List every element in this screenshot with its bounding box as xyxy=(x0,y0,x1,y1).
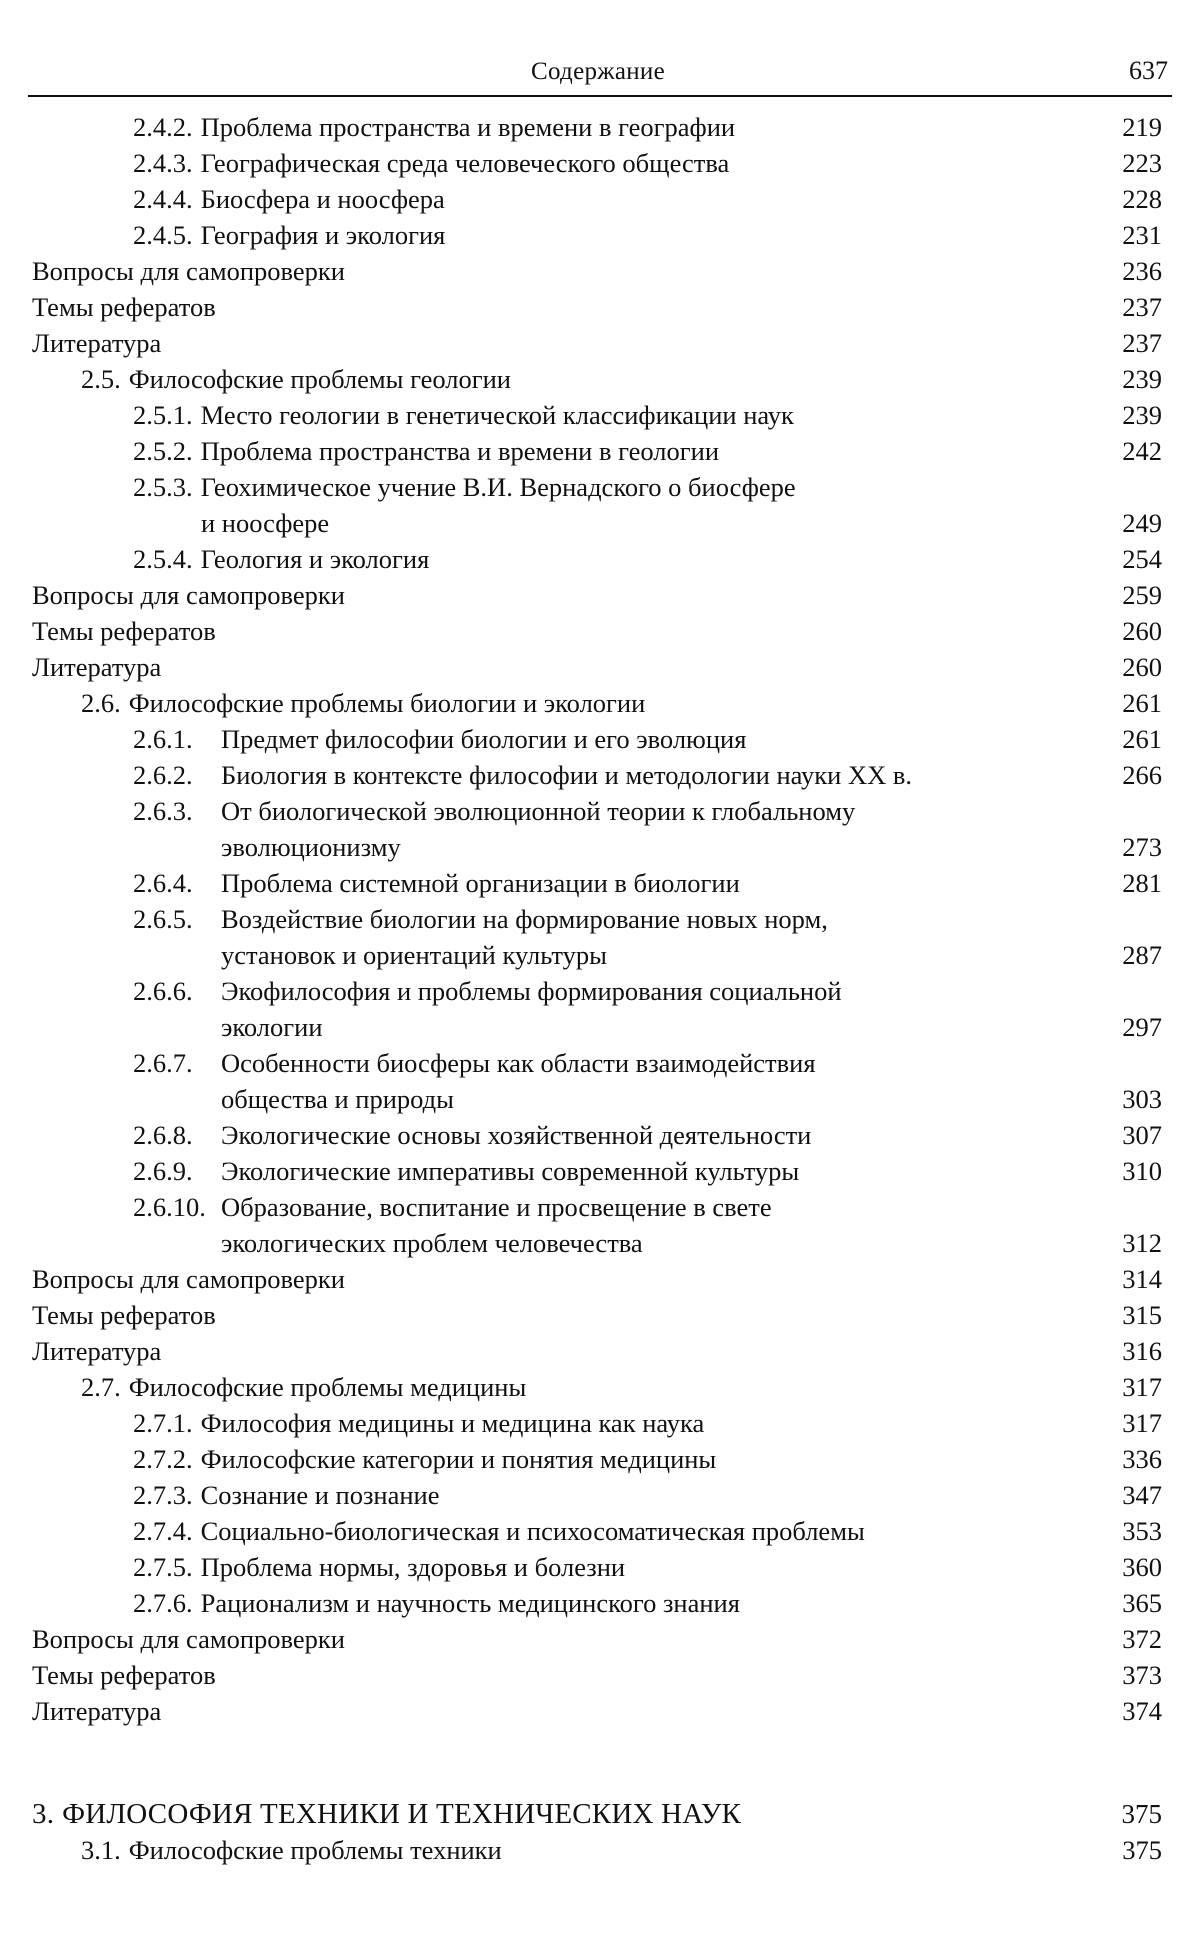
toc-entry-text xyxy=(32,1657,216,1693)
toc-entry-number: 2.6.8. xyxy=(133,1120,193,1150)
toc-entry xyxy=(0,721,1200,757)
toc-entry xyxy=(0,1225,1200,1261)
toc-entry-number: 2.7.2. xyxy=(133,1444,193,1474)
toc-entry-text xyxy=(133,1477,440,1513)
toc-entry-title: экологии xyxy=(221,1012,323,1042)
toc-entry-number: 2.5.4. xyxy=(133,544,193,574)
toc-entry-page: 297 xyxy=(1122,1012,1162,1042)
toc-entry-number: 2.7.1. xyxy=(133,1408,193,1438)
toc-entry-page: 261 xyxy=(1122,688,1162,718)
toc-entry-number: 2.4.2. xyxy=(133,112,193,142)
toc-entry-page: 317 xyxy=(1122,1408,1162,1438)
toc-entry-text xyxy=(133,433,719,469)
toc-entry xyxy=(0,1369,1200,1405)
toc-entry-title: Вопросы для самопроверки xyxy=(32,580,345,610)
toc-entry xyxy=(0,865,1200,901)
toc-entry-page: 360 xyxy=(1122,1552,1162,1582)
header-rule xyxy=(28,95,1172,97)
toc-entry xyxy=(0,217,1200,253)
toc-entry-page: 231 xyxy=(1122,220,1162,250)
toc-entry-title: эволюционизму xyxy=(221,832,401,862)
toc-entry xyxy=(0,1621,1200,1657)
toc-entry xyxy=(0,757,1200,793)
toc-entry-title: Экофилософия и проблемы формирования социальной xyxy=(221,976,842,1006)
toc-entry xyxy=(0,685,1200,721)
toc-entry-title: Образование, воспитание и просвещение в свете xyxy=(221,1192,772,1222)
toc-entry-text xyxy=(81,1369,526,1405)
toc-entry-page: 375 xyxy=(1122,1835,1162,1865)
toc-entry xyxy=(0,1189,1200,1225)
toc-entry-number: 2.7.5. xyxy=(133,1552,193,1582)
toc-entry-title: Темы рефератов xyxy=(32,292,216,322)
toc-entry xyxy=(0,1045,1200,1081)
toc-entry-title: Проблема системной организации в биологии xyxy=(221,868,740,898)
toc-entry-text xyxy=(133,1189,772,1225)
toc-entry-title: Проблема пространства и времени в геологии xyxy=(200,436,720,466)
toc-entry-title: Философские проблемы техники xyxy=(128,1835,502,1865)
toc-entry xyxy=(0,397,1200,433)
toc-entry-number: 2.6.2. xyxy=(133,760,193,790)
toc-entry-number: 2.6.6. xyxy=(133,976,193,1006)
toc-entry-title: Темы рефератов xyxy=(32,1660,216,1690)
toc-entry-text xyxy=(133,721,746,757)
toc-entry-title: Особенности биосферы как области взаимодействия xyxy=(221,1048,816,1078)
toc-entry-page: 347 xyxy=(1122,1480,1162,1510)
toc-entry-page: 353 xyxy=(1122,1516,1162,1546)
toc-entry-number: 2.6.7. xyxy=(133,1048,193,1078)
toc-entry-title: География и экология xyxy=(200,220,446,250)
toc-entry-text xyxy=(133,541,429,577)
toc-entry-number: 2.5.1. xyxy=(133,400,193,430)
toc-entry-title: Проблема нормы, здоровья и болезни xyxy=(200,1552,626,1582)
toc-entry-number: 2.6.3. xyxy=(133,796,193,826)
toc-entry-number: 2.6.1. xyxy=(133,724,193,754)
toc-entry-number: 2.6.10. xyxy=(133,1192,206,1222)
toc-entry xyxy=(0,973,1200,1009)
toc-entry-text xyxy=(32,289,216,325)
toc-entry-title: От биологической эволюционной теории к глобальному xyxy=(221,796,856,826)
toc-entry-text xyxy=(32,1693,161,1729)
toc-entry-text xyxy=(201,505,329,541)
toc-entry xyxy=(0,1585,1200,1621)
toc-entry-title: Темы рефератов xyxy=(32,616,216,646)
toc-entry-title: ФИЛОСОФИЯ ТЕХНИКИ И ТЕХНИЧЕСКИХ НАУК xyxy=(62,1798,742,1830)
toc-entry-page: 317 xyxy=(1122,1372,1162,1402)
running-head xyxy=(28,52,1168,92)
toc-entry-page: 266 xyxy=(1122,760,1162,790)
toc-entry xyxy=(0,1549,1200,1585)
toc-entry-text xyxy=(32,1796,741,1832)
toc-entry-page: 316 xyxy=(1122,1336,1162,1366)
toc-entry xyxy=(0,289,1200,325)
toc-entry-page: 374 xyxy=(1122,1696,1162,1726)
toc-entry-page: 249 xyxy=(1122,508,1162,538)
toc-entry-page: 239 xyxy=(1122,364,1162,394)
toc-entry-number: 2.4.4. xyxy=(133,184,193,214)
toc-entry-title: Вопросы для самопроверки xyxy=(32,256,345,286)
toc-entry-title: Экологические основы хозяйственной деятельности xyxy=(221,1120,812,1150)
toc-entry-title: Место геологии в генетической классификации наук xyxy=(200,400,794,430)
toc-entry-text xyxy=(133,973,842,1009)
toc-entry-text xyxy=(81,685,645,721)
toc-entry-text xyxy=(133,1513,865,1549)
toc-entry-text xyxy=(133,1585,740,1621)
toc-entry-text xyxy=(221,829,401,865)
toc-entry-title: Темы рефератов xyxy=(32,1300,216,1330)
toc-entry-page: 281 xyxy=(1122,868,1162,898)
toc-entry-number: 2.5. xyxy=(81,364,121,394)
toc-entry xyxy=(0,541,1200,577)
toc-entry-page: 261 xyxy=(1122,724,1162,754)
folio-page-number: 637 xyxy=(1129,56,1168,85)
toc-entry-title: Проблема пространства и времени в географии xyxy=(200,112,736,142)
toc-entry-title: Вопросы для самопроверки xyxy=(32,1624,345,1654)
toc-entry xyxy=(0,829,1200,865)
toc-entry-page: 314 xyxy=(1122,1264,1162,1294)
toc-entry-number: 2.7. xyxy=(81,1372,121,1402)
toc-entry-page: 303 xyxy=(1122,1084,1162,1114)
toc-entry-number: 2.6. xyxy=(81,688,121,718)
toc-entry xyxy=(0,1832,1200,1868)
toc-entry-title: Литература xyxy=(32,328,162,358)
toc-entry xyxy=(0,1513,1200,1549)
toc-entry-number: 2.4.3. xyxy=(133,148,193,178)
toc-entry-page: 237 xyxy=(1122,328,1162,358)
toc-entry-title: и ноосфере xyxy=(201,508,330,538)
toc-entry-text xyxy=(133,145,729,181)
toc-entry xyxy=(0,1297,1200,1333)
toc-entry-text xyxy=(32,1333,161,1369)
toc-entry-number: 2.7.6. xyxy=(133,1588,193,1618)
toc-entry xyxy=(0,145,1200,181)
toc-entry xyxy=(0,937,1200,973)
toc-entry-number: 2.6.9. xyxy=(133,1156,193,1186)
toc-entry xyxy=(0,253,1200,289)
toc-entry-text xyxy=(32,325,161,361)
toc-entry-page: 287 xyxy=(1122,940,1162,970)
toc-entry xyxy=(0,577,1200,613)
running-title: Содержание xyxy=(531,58,665,85)
toc-entry-text xyxy=(133,1153,799,1189)
toc-entry-page: 260 xyxy=(1122,652,1162,682)
toc-entry-text xyxy=(133,1549,625,1585)
toc-entry-text xyxy=(133,109,735,145)
toc-entry xyxy=(0,1657,1200,1693)
toc-entry-text xyxy=(133,793,855,829)
toc-entry-title: Сознание и познание xyxy=(200,1480,440,1510)
toc-entry xyxy=(0,1693,1200,1729)
toc-entry xyxy=(0,1261,1200,1297)
toc-entry-text xyxy=(81,361,511,397)
toc-entry-text xyxy=(133,901,828,937)
toc-entry-title: установок и ориентаций культуры xyxy=(221,940,607,970)
toc-entry-text xyxy=(81,1832,502,1868)
toc-entry-text xyxy=(32,1621,345,1657)
toc-entry-page: 273 xyxy=(1122,832,1162,862)
toc-entry-page: 372 xyxy=(1122,1624,1162,1654)
toc-entry xyxy=(0,181,1200,217)
toc-entry-text xyxy=(32,577,345,613)
toc-entry-number: 2.6.5. xyxy=(133,904,193,934)
toc-entry-title: Литература xyxy=(32,652,162,682)
toc-entry-text xyxy=(133,1405,704,1441)
toc-entry-title: Вопросы для самопроверки xyxy=(32,1264,345,1294)
toc-entry-text xyxy=(133,757,912,793)
toc-entry xyxy=(0,1153,1200,1189)
toc-entry-page: 336 xyxy=(1122,1444,1162,1474)
toc-entry xyxy=(0,793,1200,829)
toc-entry-text xyxy=(133,1117,811,1153)
toc-entry-text xyxy=(32,1261,345,1297)
toc-entry-text xyxy=(133,397,794,433)
toc-entry-title: Биология в контексте философии и методологии науки XX в. xyxy=(221,760,913,790)
toc-entry-page: 219 xyxy=(1122,112,1162,142)
toc-entry xyxy=(0,1441,1200,1477)
toc-entry-number: 2.5.3. xyxy=(133,472,193,502)
toc-entry-number: 2.7.4. xyxy=(133,1516,193,1546)
toc-entry-text xyxy=(32,649,161,685)
toc-entry xyxy=(0,469,1200,505)
toc-entry-page: 223 xyxy=(1122,148,1162,178)
toc-entry-title: Воздействие биологии на формирование новых норм, xyxy=(221,904,828,934)
toc-entry xyxy=(0,1796,1200,1832)
toc-entry-page: 228 xyxy=(1122,184,1162,214)
toc-entry xyxy=(0,109,1200,145)
toc-entry-text xyxy=(133,181,445,217)
toc-entry-page: 239 xyxy=(1122,400,1162,430)
toc-entry-title: Философские категории и понятия медицины xyxy=(200,1444,717,1474)
toc-entry-text xyxy=(32,613,216,649)
toc-entry-number: 3. xyxy=(32,1798,55,1830)
toc-entry-text xyxy=(221,1009,323,1045)
toc-entry xyxy=(0,1081,1200,1117)
toc-entry xyxy=(0,901,1200,937)
toc-entry-title: Философские проблемы геологии xyxy=(128,364,511,394)
toc-entry-page: 310 xyxy=(1122,1156,1162,1186)
toc-entry xyxy=(0,505,1200,541)
toc-entry-title: Литература xyxy=(32,1336,162,1366)
toc-entry xyxy=(0,613,1200,649)
toc-entry-page: 365 xyxy=(1122,1588,1162,1618)
toc-entry-page: 312 xyxy=(1122,1228,1162,1258)
toc-entry-number: 2.4.5. xyxy=(133,220,193,250)
toc-entry xyxy=(0,1333,1200,1369)
toc-entry-number: 2.5.2. xyxy=(133,436,193,466)
toc-entry-title: Философия медицины и медицина как наука xyxy=(200,1408,705,1438)
toc-entry-page: 315 xyxy=(1122,1300,1162,1330)
toc-entry-title: Биосфера и ноосфера xyxy=(200,184,445,214)
toc-entry xyxy=(0,1117,1200,1153)
toc-entry-title: Геология и экология xyxy=(200,544,430,574)
toc-entry-text xyxy=(133,1045,816,1081)
toc-entry-title: Социально-биологическая и психосоматическая проблемы xyxy=(200,1516,865,1546)
toc-entry-number: 2.6.4. xyxy=(133,868,193,898)
toc-entry-title: Предмет философии биологии и его эволюция xyxy=(221,724,747,754)
toc-entry-title: Экологические императивы современной культуры xyxy=(221,1156,800,1186)
toc-entry-title: Рационализм и научность медицинского знания xyxy=(200,1588,740,1618)
toc-entry-text xyxy=(221,937,607,973)
toc-entry-text xyxy=(32,253,345,289)
toc-entry-title: Геохимическое учение В.И. Вернадского о биосфере xyxy=(200,472,796,502)
toc-entry-title: Философские проблемы биологии и экологии xyxy=(128,688,646,718)
toc-entry-title: экологических проблем человечества xyxy=(221,1228,643,1258)
toc-entry-page: 375 xyxy=(1121,1799,1162,1829)
toc-entry-text xyxy=(133,469,796,505)
toc-entry-page: 373 xyxy=(1122,1660,1162,1690)
toc-entry-title: Географическая среда человеческого общества xyxy=(200,148,730,178)
toc-entry xyxy=(0,1009,1200,1045)
toc-entry-number: 2.7.3. xyxy=(133,1480,193,1510)
toc-entry-title: общества и природы xyxy=(221,1084,454,1114)
toc-entry xyxy=(0,1477,1200,1513)
toc-entry-text xyxy=(133,217,445,253)
toc-entry xyxy=(0,1405,1200,1441)
toc-entry-page: 260 xyxy=(1122,616,1162,646)
toc-entry xyxy=(0,433,1200,469)
toc-entry-page: 242 xyxy=(1122,436,1162,466)
toc-entry-text xyxy=(32,1297,216,1333)
toc-entry xyxy=(0,649,1200,685)
toc-entry-number: 3.1. xyxy=(81,1835,121,1865)
toc-entry xyxy=(0,361,1200,397)
toc-entry-text xyxy=(221,1225,643,1261)
toc-entry-page: 254 xyxy=(1122,544,1162,574)
toc-entry-text xyxy=(133,865,740,901)
toc-entry xyxy=(0,325,1200,361)
toc-entry-text xyxy=(133,1441,716,1477)
toc-entry-title: Литература xyxy=(32,1696,162,1726)
toc-entry-title: Философские проблемы медицины xyxy=(128,1372,527,1402)
toc-entry-page: 237 xyxy=(1122,292,1162,322)
toc-entry-page: 236 xyxy=(1122,256,1162,286)
toc-entry-page: 259 xyxy=(1122,580,1162,610)
toc-entry-page: 307 xyxy=(1122,1120,1162,1150)
toc-entry-text xyxy=(221,1081,454,1117)
